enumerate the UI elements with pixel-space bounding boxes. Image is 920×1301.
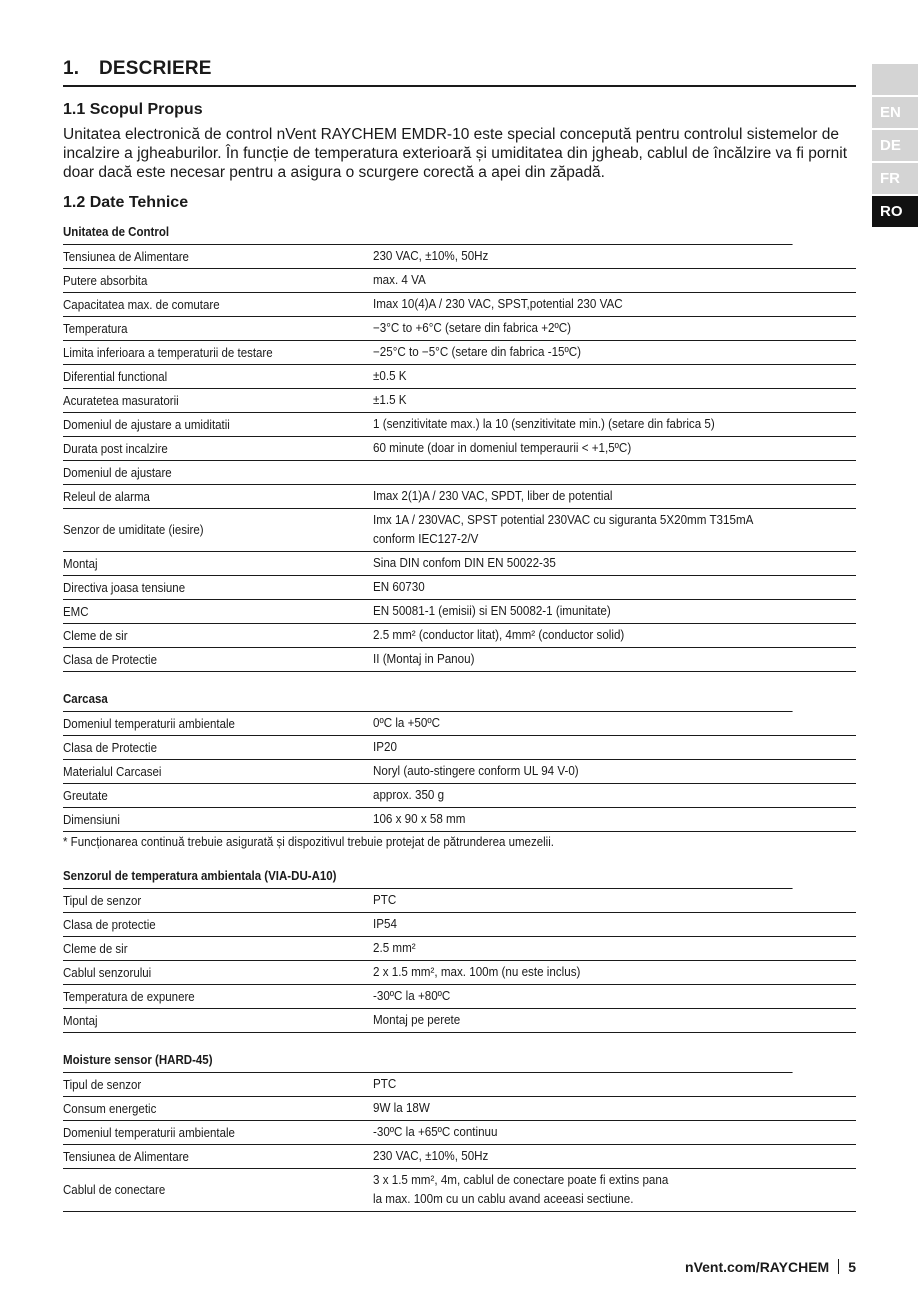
row-label: Cleme de sir	[63, 628, 128, 643]
row-value	[373, 471, 822, 475]
row-value	[373, 784, 822, 807]
row-label: Cablul de conectare	[63, 1183, 166, 1197]
table-row	[63, 293, 856, 317]
row-label: Capacitatea max. de comutare	[63, 297, 220, 312]
row-label: Temperatura de expunere	[63, 989, 195, 1004]
row-value-line: -30ºC la +80ºC	[373, 989, 451, 1003]
row-label: Limita inferioara a temperaturii de testare	[63, 345, 273, 360]
table-row	[63, 736, 856, 760]
table-row	[63, 413, 856, 437]
table-row	[63, 485, 856, 509]
moisture-sensor-title: Moisture sensor (HARD-45)	[63, 1049, 793, 1073]
row-label: Clasa de protectie	[63, 917, 156, 932]
row-value-line: 230 VAC, ±10%, 50Hz	[373, 1149, 489, 1163]
row-value	[373, 1145, 822, 1168]
row-value-line: 230 VAC, ±10%, 50Hz	[373, 249, 489, 263]
row-label: Montaj	[63, 556, 98, 571]
row-value-line: −25°C to −5°C (setare din fabrica -15ºC)	[373, 345, 582, 359]
row-value	[373, 889, 822, 912]
row-value	[373, 1169, 822, 1211]
row-value-line: Imax 10(4)A / 230 VAC, SPST,potential 230 VAC	[373, 297, 623, 311]
row-value	[373, 509, 822, 551]
row-label: Dimensiuni	[63, 812, 120, 827]
table-row	[63, 760, 856, 784]
row-label: Greutate	[63, 788, 108, 803]
table-row	[63, 985, 856, 1009]
row-value-line: la max. 100m cu un cablu avand aceeasi sectiune.	[373, 1192, 634, 1206]
ambient-sensor-title: Senzorul de temperatura ambientala (VIA-DU-A10)	[63, 865, 793, 889]
row-value-line: approx. 350 g	[373, 788, 445, 802]
scope-title: 1.1 Scopul Propus	[63, 101, 203, 118]
row-label: Tensiunea de Alimentare	[63, 1149, 189, 1164]
row-value	[373, 576, 822, 599]
table-row	[63, 552, 856, 576]
row-value-line: II (Montaj in Panou)	[373, 652, 475, 666]
table-row	[63, 784, 856, 808]
table-row	[63, 961, 856, 985]
row-value	[373, 760, 822, 783]
row-value-line: PTC	[373, 893, 397, 907]
table-row	[63, 437, 856, 461]
row-value-line: 9W la 18W	[373, 1101, 430, 1115]
row-value	[373, 437, 822, 460]
row-value-line: 2 x 1.5 mm², max. 100m (nu este inclus)	[373, 965, 581, 979]
row-value-line: -30ºC la +65ºC continuu	[373, 1125, 498, 1139]
row-label: Directiva joasa tensiune	[63, 580, 186, 595]
row-label: Materialul Carcasei	[63, 764, 162, 779]
row-label: Domeniul de ajustare a umiditatii	[63, 417, 230, 432]
table-row	[63, 509, 856, 552]
row-label: Acuratetea masuratorii	[63, 393, 179, 408]
housing-title: Carcasa	[63, 688, 793, 712]
table-row	[63, 624, 856, 648]
tab-blank	[872, 64, 918, 95]
row-value	[373, 913, 822, 936]
row-value	[373, 624, 822, 647]
tab-en[interactable]: EN	[872, 97, 918, 128]
control-unit-title: Unitatea de Control	[63, 221, 793, 245]
row-label: Durata post incalzire	[63, 441, 168, 456]
table-row	[63, 389, 856, 413]
row-value-line: 60 minute (doar in domeniul temperaurii < +1,5ºC)	[373, 441, 632, 455]
table-row	[63, 913, 856, 937]
row-label: Senzor de umiditate (iesire)	[63, 523, 204, 537]
row-value-line: ±1.5 K	[373, 393, 407, 407]
row-label: Tipul de senzor	[63, 893, 142, 908]
row-value-line: 0ºC la +50ºC	[373, 716, 440, 730]
row-label: Clasa de Protectie	[63, 740, 157, 755]
section-number: 1.	[63, 58, 80, 79]
section-heading	[63, 58, 856, 87]
language-tabs	[872, 64, 918, 229]
table-row	[63, 1073, 856, 1097]
row-value	[373, 485, 822, 508]
row-value	[373, 413, 822, 436]
table-row	[63, 889, 856, 913]
row-label: Clasa de Protectie	[63, 652, 157, 667]
table-row	[63, 245, 856, 269]
control-unit-table	[63, 245, 856, 672]
row-value-line: 2.5 mm²	[373, 941, 416, 955]
row-value	[373, 269, 822, 292]
row-value	[373, 1073, 822, 1096]
row-label: Tipul de senzor	[63, 1077, 142, 1092]
table-row	[63, 1121, 856, 1145]
page-content	[63, 58, 856, 1212]
table-row	[63, 937, 856, 961]
row-value	[373, 712, 822, 735]
table-row	[63, 461, 856, 485]
row-label: Temperatura	[63, 321, 128, 336]
row-value-line: 2.5 mm² (conductor litat), 4mm² (conductor solid)	[373, 628, 625, 642]
row-label: Cablul senzorului	[63, 965, 152, 980]
row-value	[373, 552, 822, 575]
row-label: Diferential functional	[63, 369, 168, 384]
row-label: EMC	[63, 604, 89, 619]
table-row	[63, 648, 856, 672]
row-value	[373, 389, 822, 412]
table-row	[63, 1169, 856, 1212]
row-label: Putere absorbita	[63, 273, 148, 288]
housing-table	[63, 712, 856, 832]
row-value	[373, 736, 822, 759]
table-row	[63, 1009, 856, 1033]
row-value	[373, 937, 822, 960]
page-footer	[685, 1259, 856, 1275]
row-value-line: Montaj pe perete	[373, 1013, 461, 1027]
row-value	[373, 365, 822, 388]
row-value-line: PTC	[373, 1077, 397, 1091]
table-row	[63, 600, 856, 624]
table-row	[63, 341, 856, 365]
table-row	[63, 808, 856, 832]
row-value	[373, 341, 822, 364]
row-value	[373, 317, 822, 340]
row-value-line: 3 x 1.5 mm², 4m, cablul de conectare poate fi extins pana	[373, 1173, 669, 1187]
table-row	[63, 576, 856, 600]
table-row	[63, 1097, 856, 1121]
table-row	[63, 1145, 856, 1169]
housing-note: * Funcționarea continuă trebuie asigurată și dispozitivul trebuie protejat de pătrunderea umezelii.	[63, 835, 554, 849]
moisture-sensor-table	[63, 1073, 856, 1212]
tab-de[interactable]: DE	[872, 130, 918, 161]
row-label: Montaj	[63, 1013, 98, 1028]
footer-site: nVent.com/RAYCHEM	[685, 1259, 830, 1275]
row-label: Releul de alarma	[63, 489, 150, 504]
table-row	[63, 712, 856, 736]
tech-title: 1.2 Date Tehnice	[63, 194, 189, 211]
row-value-line: conform IEC127-2/V	[373, 532, 479, 546]
row-value-line: −3°C to +6°C (setare din fabrica +2ºC)	[373, 321, 572, 335]
row-value	[373, 600, 822, 623]
table-row	[63, 269, 856, 293]
tab-fr[interactable]: FR	[872, 163, 918, 194]
row-label: Tensiunea de Alimentare	[63, 249, 189, 264]
row-value-line: ±0.5 K	[373, 369, 407, 383]
row-value-line: IP54	[373, 917, 397, 931]
row-label: Domeniul temperaturii ambientale	[63, 716, 235, 731]
row-value-line: max. 4 VA	[373, 273, 426, 287]
row-value	[373, 985, 822, 1008]
table-row	[63, 365, 856, 389]
table-row	[63, 317, 856, 341]
row-value-line: IP20	[373, 740, 397, 754]
row-value-line: 1 (senzitivitate max.) la 10 (senzitivitate min.) (setare din fabrica 5)	[373, 417, 715, 431]
row-value	[373, 1121, 822, 1144]
row-value	[373, 245, 822, 268]
row-value	[373, 1009, 822, 1032]
row-value-line: 106 x 90 x 58 mm	[373, 812, 466, 826]
row-value	[373, 293, 822, 316]
scope-text: Unitatea electronică de control nVent RAYCHEM EMDR-10 este special concepută pentru controlul sistemelor de incalzire a jgheaburilor. În funcție de temperatura exterioară și umiditatea din jgheab, cablul de încălzire va fi pornit doar dacă este necesar pentru a asigura o scurgere corectă a apei din zăpadă.	[63, 126, 848, 181]
row-value-line: Imax 2(1)A / 230 VAC, SPDT, liber de potential	[373, 489, 613, 503]
row-value-line: Noryl (auto-stingere conform UL 94 V-0)	[373, 764, 579, 778]
row-label: Domeniul temperaturii ambientale	[63, 1125, 235, 1140]
row-value	[373, 961, 822, 984]
page-number: 5	[848, 1259, 856, 1275]
row-label: Cleme de sir	[63, 941, 128, 956]
row-value	[373, 648, 822, 671]
row-value-line: Sina DIN confom DIN EN 50022-35	[373, 556, 556, 570]
row-value-line: Imx 1A / 230VAC, SPST potential 230VAC cu siguranta 5X20mm T315mA	[373, 513, 754, 527]
row-value	[373, 1097, 822, 1120]
row-value-line: EN 50081-1 (emisii) si EN 50082-1 (imunitate)	[373, 604, 611, 618]
row-value-line: EN 60730	[373, 580, 425, 594]
footer-separator	[838, 1259, 839, 1274]
row-value	[373, 808, 822, 831]
tab-ro[interactable]: RO	[872, 196, 918, 227]
ambient-sensor-table	[63, 889, 856, 1033]
row-label: Consum energetic	[63, 1101, 157, 1116]
row-label: Domeniul de ajustare	[63, 465, 172, 480]
section-title: DESCRIERE	[99, 58, 212, 79]
